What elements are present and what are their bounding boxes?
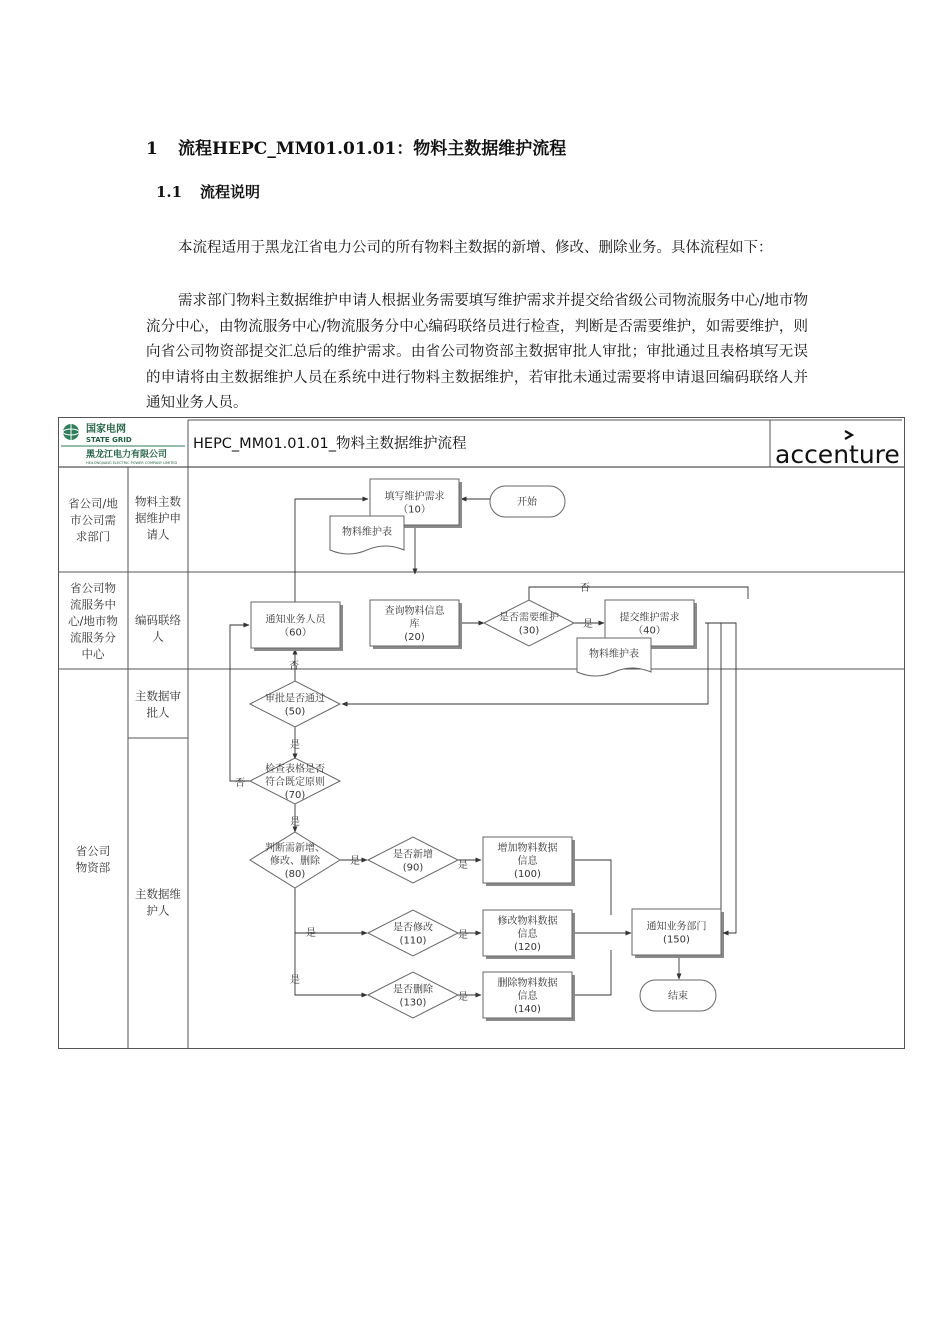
node-120-modify-data	[483, 910, 575, 959]
role-label-approver	[135, 689, 181, 720]
n80-line: (80)	[284, 869, 306, 880]
node-130-is-delete	[368, 972, 458, 1018]
edge-label: 是	[290, 740, 300, 751]
subsection-number: 1.1	[156, 183, 183, 201]
role-label-line: 主数据审	[135, 688, 181, 703]
edge-label: 是	[583, 619, 593, 630]
department-label-line: 心/地市物	[68, 614, 118, 628]
n10-line: 填写维护需求	[384, 491, 445, 503]
node-100-add-data	[483, 837, 575, 886]
n70-line: (70)	[284, 790, 306, 801]
edge-label: 是	[458, 860, 468, 871]
paragraph-description: 需求部门物料主数据维护申请人根据业务需要填写维护需求并提交给省级公司物流服务中心/地市物流分中心，由物流服务中心/物流服务分中心编码联络员进行检查，判断是否需要维护，如需要维护，则向省公司物资部提交汇总后的维护需求。由省公司物资部主数据审批人审批；审批通过且表格填写无误的申请将由主数据维护人员在系统中进行物料主数据维护，若审批未通过需要将申请退回编码联络人并通知业务人员。	[146, 293, 808, 411]
edge-label: 是	[458, 930, 468, 941]
role-label-line: 主数据维	[135, 886, 181, 901]
n150-line: (150)	[663, 934, 690, 946]
n80-line: 判断需新增、	[265, 843, 325, 854]
department-label-line: 物资部	[75, 860, 111, 875]
company-name-en: HEILONGJIANG ELECTRIC POWER COMPANY LIMITED	[86, 461, 178, 465]
node-50-approval	[250, 681, 340, 727]
department-label-line: 省公司物	[70, 581, 116, 595]
node-20-query-material	[370, 600, 462, 649]
accenture-logo	[775, 431, 900, 469]
edge-label: 是	[306, 928, 316, 939]
department-label-line: 中心	[81, 647, 105, 661]
n140-line: 删除物料数据	[497, 978, 558, 989]
department-label-line: 市公司需	[70, 513, 116, 527]
n130-line: 是否删除	[393, 984, 433, 996]
department-label-materials	[76, 844, 111, 875]
edge-label: 是	[290, 975, 300, 986]
subsection-heading	[156, 181, 260, 202]
role-label-line: 请人	[146, 527, 170, 542]
n70-line: 检查表格是否	[265, 764, 325, 775]
document-form-1	[330, 516, 404, 554]
state-grid-logo	[61, 422, 185, 465]
node-end	[640, 980, 716, 1011]
role-label-line: 编码联络	[135, 612, 181, 627]
role-label-applicant	[135, 495, 181, 542]
role-label-line: 据维护申	[135, 511, 181, 525]
n20-line: 库	[409, 619, 420, 630]
flowchart-frame	[59, 418, 905, 1049]
department-label-demand	[68, 497, 118, 544]
node-30-need-maintenance	[484, 600, 574, 646]
n120-line: 修改物料数据	[497, 916, 558, 927]
svg-text:结束: 结束	[668, 991, 688, 1002]
n130-line: (130)	[399, 997, 427, 1009]
node-90-is-add	[368, 837, 458, 883]
department-label-line: 省公司	[75, 843, 111, 858]
role-label-line: 批人	[146, 705, 170, 720]
section-title: 流程HEPC_MM01.01.01：物料主数据维护流程	[178, 139, 567, 159]
n80-line: 修改、删除	[270, 856, 320, 867]
role-label-maintainer	[135, 887, 181, 918]
edge-label: 是	[458, 992, 468, 1003]
node-60-notify-staff	[251, 602, 343, 651]
node-start	[490, 486, 565, 517]
section-number: 1	[146, 139, 158, 159]
flowchart-title: HEPC_MM01.01.01_物料主数据维护流程	[193, 436, 467, 452]
n90-line: (90)	[402, 862, 424, 874]
n60-line: 通知业务人员	[265, 614, 326, 626]
n140-line: 信息	[517, 991, 538, 1002]
n140-line: (140)	[514, 1004, 541, 1015]
n120-line: 信息	[517, 929, 538, 940]
paragraph-scope: 本流程适用于黑龙江省电力公司的所有物料主数据的新增、修改、删除业务。具体流程如下：	[178, 240, 773, 256]
n20-line: (20)	[404, 632, 425, 643]
logo-en: STATE GRID	[86, 436, 132, 444]
node-150-notify-department	[632, 909, 724, 958]
n110-line: (110)	[399, 935, 427, 947]
n100-line: (100)	[514, 869, 541, 880]
node-140-delete-data	[483, 972, 575, 1021]
n40-line: （40）	[633, 625, 666, 637]
department-label-line: 求部门	[75, 529, 111, 544]
n20-line: 查询物料信息	[384, 606, 445, 617]
company-name: 黑龙江电力有限公司	[86, 450, 168, 460]
section-heading	[146, 134, 566, 159]
brand-name: accenture	[775, 440, 900, 469]
logo-cn: 国家电网	[86, 424, 126, 435]
n40-line: 提交维护需求	[619, 612, 680, 624]
document-form-2	[577, 638, 651, 676]
n90-line: 是否新增	[393, 849, 433, 861]
n50-line: 审批是否通过	[265, 693, 325, 705]
doc1-label: 物料维护表	[342, 527, 392, 538]
edge-label: 否	[289, 661, 299, 672]
node-110-is-modify	[368, 910, 458, 956]
role-label-coder	[135, 613, 181, 644]
n120-line: (120)	[514, 942, 541, 953]
department-label-line: 流服务分	[70, 630, 116, 645]
role-label-line: 物料主数	[135, 494, 181, 509]
svg-text:开始: 开始	[517, 497, 537, 508]
node-70-check-form	[250, 758, 340, 804]
department-label-logistics	[68, 581, 118, 661]
n30-line: 是否需要维护	[499, 612, 559, 624]
n70-line: 符合既定原则	[265, 777, 325, 788]
n60-line: （60）	[279, 627, 312, 639]
n100-line: 增加物料数据	[497, 843, 558, 854]
edge-label: 否	[235, 778, 245, 789]
n110-line: 是否修改	[393, 922, 433, 934]
node-80-decide-action	[250, 832, 340, 888]
department-label-line: 省公司/地	[68, 496, 118, 511]
department-label-line: 流服务中	[70, 597, 116, 612]
edge-label: 是	[350, 856, 360, 867]
n10-line: （10）	[398, 504, 431, 516]
role-label-line: 人	[152, 629, 164, 644]
edge-label: 否	[580, 583, 590, 594]
n150-line: 通知业务部门	[646, 921, 707, 933]
doc2-label: 物料维护表	[589, 649, 639, 660]
role-label-line: 护人	[146, 903, 170, 918]
subsection-title: 流程说明	[200, 183, 261, 201]
n50-line: (50)	[284, 706, 306, 718]
process-flowchart	[58, 417, 906, 1051]
edge-label: 是	[290, 817, 300, 828]
n30-line: (30)	[518, 625, 540, 637]
n100-line: 信息	[517, 856, 538, 867]
